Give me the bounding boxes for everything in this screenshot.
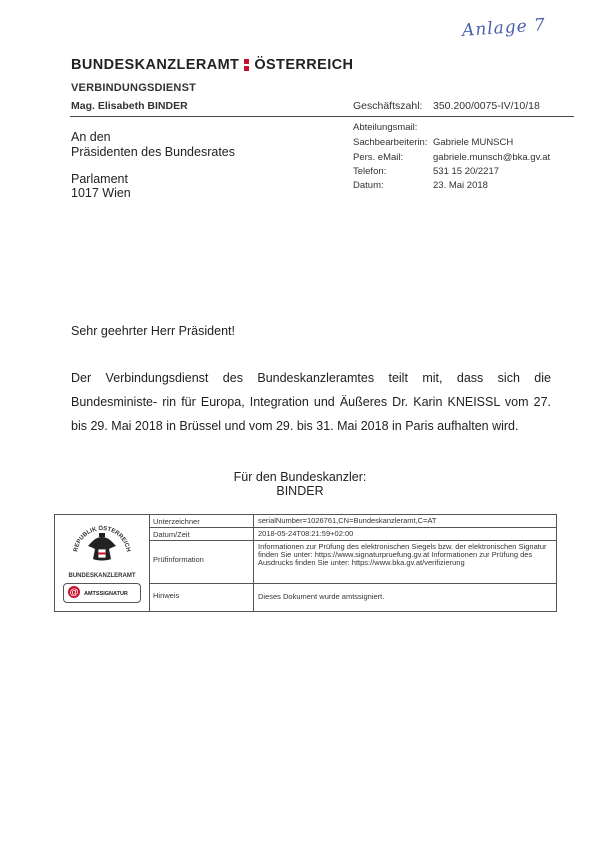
brand-right: ÖSTERREICH xyxy=(254,57,354,73)
email-label: Pers. eMail: xyxy=(353,152,404,163)
row-key: Unterzeichner xyxy=(150,515,254,527)
row-key: Hinweis xyxy=(150,584,254,611)
phone-label: Telefon: xyxy=(353,166,387,177)
letter-body: Der Verbindungsdienst des Bundeskanzleramtes teilt mit, dass sich die Bundesministe- rin für Europa, Integration und Äußeres Dr. Karin KNEISSL vom 27. bis 29. Mai 2018 in Brüssel und vom 29. bis 31. Mai 2018 in Paris aufhalten wird. xyxy=(71,371,551,433)
austrian-eagle-icon xyxy=(55,515,149,575)
clerk-label: Sachbearbeiterin: xyxy=(353,137,428,148)
row-value: serialNumber=1026761,CN=Bundeskanzleramt,C=AT xyxy=(258,516,437,525)
at-icon: @ xyxy=(69,587,79,597)
amtssignatur-badge xyxy=(63,583,141,603)
recipient-line-3: Parlament xyxy=(71,172,128,186)
brand-logo xyxy=(71,57,353,73)
salutation: Sehr geehrter Herr Präsident! xyxy=(71,324,235,338)
row-value: 2018-05-24T08:21:59+02:00 xyxy=(258,529,354,538)
phone-value: 531 15 20/2217 xyxy=(433,166,500,177)
seal-arc-text: REPUBLIK ÖSTERREICH xyxy=(73,525,131,553)
recipient-line-2: Präsidenten des Bundesrates xyxy=(71,145,235,159)
reference-label: Geschäftszahl: xyxy=(353,100,423,112)
row-value: Informationen zur Prüfung des elektronischen Siegels bzw. der elektronischen Signatur finden Sie unter: https://www.signaturpruefung.gv.at Informationen zur Prüfung des Ausdrucks finden Sie unter: https://www.bka.gv.at/verifizierung xyxy=(258,542,547,567)
brand-left: BUNDESKANZLERAMT xyxy=(71,57,240,73)
brand-separator-icon xyxy=(244,59,249,71)
date-label: Datum: xyxy=(353,180,384,191)
seal-panel xyxy=(55,515,150,611)
signer-row xyxy=(150,515,556,528)
amtssignatur-text: AMTSSIGNATUR xyxy=(84,591,128,597)
department-mail-label: Abteilungsmail: xyxy=(353,122,418,133)
verification-row xyxy=(150,541,556,584)
author-name: Mag. Elisabeth BINDER xyxy=(71,100,188,112)
reference-value: 350.200/0075-IV/10/18 xyxy=(433,100,540,112)
handwritten-annotation: Anlage 7 xyxy=(461,15,547,41)
row-value: Dieses Dokument wurde amtssigniert. xyxy=(258,592,385,601)
signer-name: BINDER xyxy=(276,484,324,498)
signature-block xyxy=(54,514,557,612)
closing-line: Für den Bundeskanzler: xyxy=(233,470,367,484)
seal-label: BUNDESKANZLERAMT xyxy=(68,573,136,579)
recipient-line-4: 1017 Wien xyxy=(71,186,131,200)
row-key: Datum/Zeit xyxy=(150,528,254,540)
recipient-line-1: An den xyxy=(71,130,111,144)
email-value[interactable]: gabriele.munsch@bka.gv.at xyxy=(433,152,551,163)
datetime-row xyxy=(150,528,556,541)
notice-row xyxy=(150,584,556,611)
header-divider xyxy=(70,116,574,117)
clerk-value: Gabriele MUNSCH xyxy=(433,137,514,148)
department-name: VERBINDUNGSDIENST xyxy=(71,82,197,94)
row-key: Prüfinformation xyxy=(150,541,254,583)
date-value: 23. Mai 2018 xyxy=(433,180,488,191)
